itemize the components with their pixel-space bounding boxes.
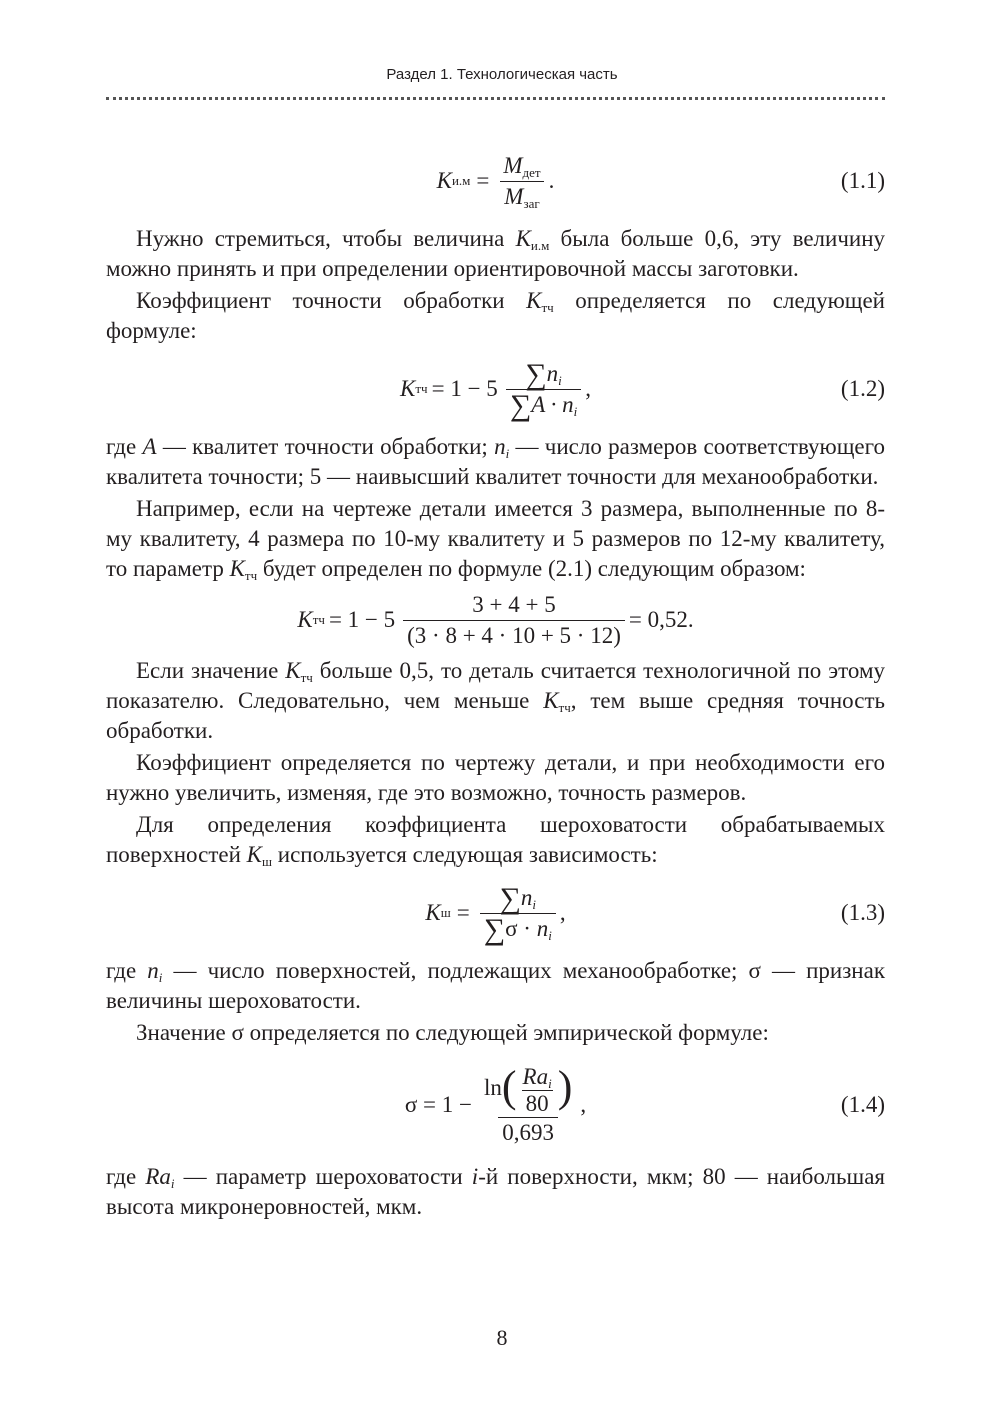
fraction: $\frac{M_{дет}}{M_{заг}}$	[499, 151, 544, 212]
fraction: $\frac{\sum n_i}{\sum\sigma \cdot n_i}$	[480, 883, 556, 944]
paragraph: Для определения коэффициента шероховатости обрабатываемых поверхностей $K_ш$ используется следующая зависимость:	[106, 812, 885, 869]
formula-1-1: K и.м = $\frac{M_{дет}}{M_{заг}}$ . (1.1)	[436, 152, 885, 211]
header-dotted-rule	[106, 97, 885, 100]
paragraph: где $Ra_i$ — параметр шероховатости i-й поверхности, мкм; 80 — наибольшая высота микронеровностей, мкм.	[106, 1164, 885, 1219]
equation-number: (1.1)	[840, 168, 885, 193]
formula-1-3: K ш = $\frac{\sum n_i}{\sum\sigma \cdot n_i}$ , (1.3)	[425, 881, 885, 946]
paragraph: Например, если на чертеже детали имеется 3 размера, выполненные по 8-му квалитету, 4 размера по 10-му квалитету и 5 размеров по 12-му квалитету, то параметр $K_{тч}$ будет определен по формуле (2.1) следующим образом:	[106, 496, 885, 583]
paragraph: где $n_i$ — число поверхностей, подлежащих механообработке; σ — признак величины шероховатости.	[106, 958, 885, 1013]
paragraph: Значение σ определяется по следующей эмпирической формуле:	[136, 1020, 769, 1045]
paragraph: Если значение $K_{тч}$ больше 0,5, то деталь считается технологичной по этому показателю. Следовательно, чем меньше $K_{тч}$, тем выше средняя точность обработки.	[106, 658, 885, 743]
fraction: $\frac{\sum n_i}{\sum A \cdot n_i}$	[506, 359, 581, 420]
equation-number: (1.3)	[840, 900, 885, 925]
formula-1-2: K тч = 1 − 5 $\frac{\sum n_i}{\sum A \cdot n_i}$ , (1.2)	[400, 357, 885, 422]
formula-1-4: σ = 1 − ln( $\frac{Ra_i}{80}$ ) 0,693 , (1.4)	[106, 1048, 885, 1162]
paragraph: Нужно стремиться, чтобы величина $K_{и.м}$ была больше 0,6, эту величину можно принять и при определении ориентировочной массы заготовки.	[106, 226, 885, 281]
fraction: $\frac{3 + 4 + 5}{(3 \cdot 8 + 4 \cdot 10 + 5 \cdot 12)}$	[403, 590, 625, 651]
paragraph: Коэффициент определяется по чертежу детали, и при необходимости его нужно увеличить, изменяя, где это возможно, точность размеров.	[106, 750, 885, 805]
paragraph: где A — квалитет точности обработки; $n_i$ — число размеров соответствующего квалитета точности; 5 — наивысший квалитет точности для механообработки.	[106, 434, 886, 489]
formula-example: K тч = 1 − 5 $\frac{3 + 4 + 5}{(3 \cdot 8 + 4 \cdot 10 + 5 \cdot 12)}$ = 0,52.	[106, 584, 885, 656]
fraction: ln( $\frac{Ra_i}{80}$ ) 0,693	[480, 1062, 576, 1147]
running-header: Раздел 1. Технологическая часть	[386, 66, 618, 83]
paragraph: Коэффициент точности обработки $K_{тч}$ определяется по следующей формуле:	[106, 288, 885, 343]
page-number: 8	[496, 1325, 508, 1350]
equation-number: (1.4)	[840, 1092, 885, 1117]
equation-number: (1.2)	[840, 376, 885, 401]
page-body	[106, 138, 885, 1222]
